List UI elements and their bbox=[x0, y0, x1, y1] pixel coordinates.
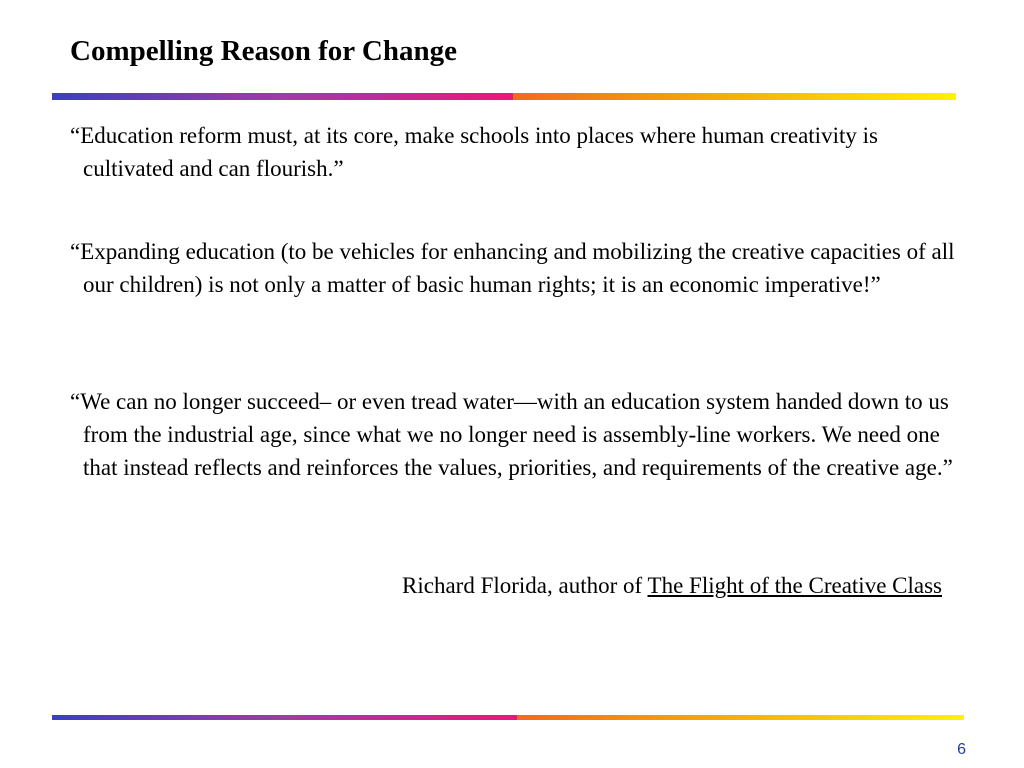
divider-right-segment bbox=[513, 93, 956, 100]
attribution-prefix: Richard Florida, author of bbox=[402, 573, 648, 598]
quote-3 bbox=[70, 385, 960, 484]
top-divider-bar bbox=[52, 93, 956, 100]
page-number: 6 bbox=[957, 741, 966, 758]
slide-title: Compelling Reason for Change bbox=[70, 35, 457, 67]
quote-1-text: “Education reform must, at its core, make schools into places where human creativity is cultivated and can flourish.” bbox=[70, 123, 878, 181]
divider-right-segment bbox=[517, 715, 964, 720]
book-title: The Flight of the Creative Class bbox=[647, 573, 942, 598]
quote-3-text: “We can no longer succeed– or even tread water—with an education system handed down to us from the industrial age, since what we no longer need is assembly-line workers. We need one that instead reflects and reinforces the values, priorities, and requirements of the creative age.” bbox=[70, 389, 953, 480]
divider-left-segment bbox=[52, 715, 517, 720]
quote-attribution bbox=[70, 569, 942, 602]
bottom-divider-bar bbox=[52, 715, 964, 720]
divider-left-segment bbox=[52, 93, 513, 100]
quote-1 bbox=[70, 119, 960, 185]
quote-2 bbox=[70, 235, 960, 301]
quote-2-text: “Expanding education (to be vehicles for enhancing and mobilizing the creative capacities of all our children) is not only a matter of basic human rights; it is an economic imperative!” bbox=[70, 239, 955, 297]
